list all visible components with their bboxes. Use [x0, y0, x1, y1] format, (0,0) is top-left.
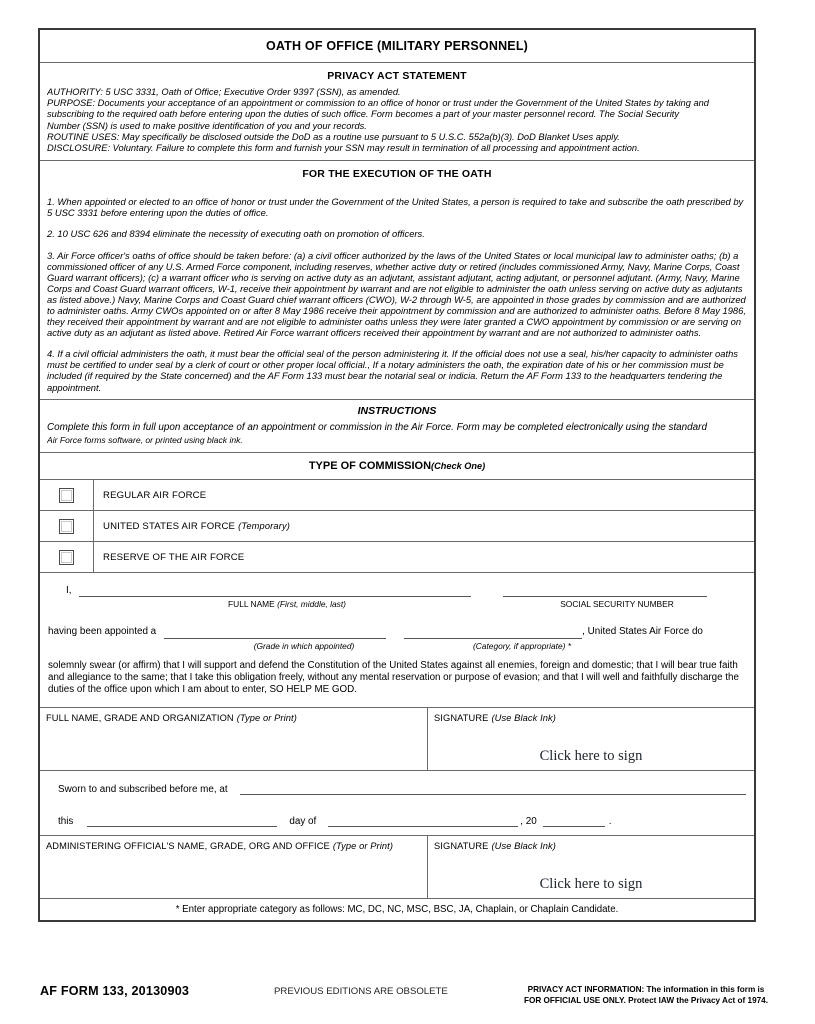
commission-option-label-cell [94, 480, 206, 510]
month-input[interactable] [328, 813, 518, 827]
privacy-act-information-line-1: PRIVACY ACT INFORMATION: The information in this form is [527, 985, 765, 994]
oath-name-line [48, 583, 746, 597]
execution-paragraph-3: 3. Air Force officer's oaths of office should be taken before: (a) a civil officer authorized by the laws of the United States or local municipal law to administer oaths; (b) a commissioned officer of any U.S. Armed Force component, including reserves, whether active duty or retired (includes commissioned Army, Navy, Marine Corps, Coast Guard warrant officers); (c) a warrant officer who is serving on active duty as an adjutant, assistant adjutant, acting adjutant, or personnel adjutant. (Army, Navy, Marine Corps and Coast Guard warrant officers, W-1, receive their appointment by warrant and are not eligible to administer the oath unless serving on active duty as adjutants as listed above.) Navy, Marine Corps and Coast Guard chief warrant officers (CWO), W-2 through W-5, are appointed in those grades by commission and are authorized to administer oaths. Army CWOs appointed on or after 8 May 1986 receive their appointment by commission and are authorized to administer oaths. Before 8 May 1986, they received their appointment by warrant and are not eligible to administer oaths unless they were later granted a CWO appointment by commission or are serving on active duty as an adjutant as listed above. Retired Air Force warrant officers received their appointment by warrant and are not authorized to administer oaths. [47, 249, 746, 339]
af-form-number: AF FORM 133, 20130903 [40, 984, 190, 998]
checkbox-cell-regular[interactable] [40, 480, 94, 510]
commission-option-label-cell [94, 511, 290, 541]
privacy-line: PURPOSE: Documents your acceptance of an appointment or commission to an office of honor or trust under the Government of the United States by taking and [47, 98, 709, 109]
commission-option-label: UNITED STATES AIR FORCE [103, 520, 236, 532]
official-name-grade-org-cell[interactable] [40, 836, 428, 898]
check-one-note: (Check One) [431, 461, 486, 472]
member-name-grade-org-label-note: (Type or Print) [236, 712, 297, 723]
checkbox-cell-reserve[interactable] [40, 542, 94, 572]
execution-paragraph-2: 2. 10 USC 626 and 8394 eliminate the necessity of executing oath on promotion of officers. [47, 228, 425, 240]
period-label: . [608, 815, 612, 827]
execution-of-oath-section [40, 161, 754, 399]
sworn-subscribed-block [40, 771, 754, 836]
commission-option-row[interactable] [40, 542, 754, 573]
af-form-133 [38, 28, 756, 922]
grade-input[interactable] [164, 625, 386, 639]
member-signature-label-note: (Use Black Ink) [491, 712, 556, 723]
instructions-line-1: Complete this form in full upon acceptance of an appointment or commission in the Air Force. Form may be completed electronically using the standard [47, 421, 707, 433]
privacy-act-heading: PRIVACY ACT STATEMENT [327, 70, 467, 82]
official-signature-cell[interactable] [428, 836, 754, 898]
checkbox-regular-air-force[interactable] [59, 488, 74, 503]
privacy-line: DISCLOSURE: Voluntary. Failure to complete this form and furnish your SSN may result in termination of all processing and appointment action. [47, 143, 640, 154]
oath-swear-text: solemnly swear (or affirm) that I will support and defend the Constitution of the United States against all enemies, foreign and domestic; that I will bear true faith and allegiance to the same; that I take this obligation freely, without any mental reservation or purpose of evasion; and that I will well and faithfully discharge the duties of the office upon which I am about to enter, SO HELP ME GOD. [48, 659, 739, 696]
ssn-input[interactable] [503, 583, 707, 597]
commission-option-row[interactable] [40, 480, 754, 511]
oath-appointment-captions [48, 639, 746, 652]
category-footnote: * Enter appropriate category as follows: MC, DC, NC, MSC, BSC, JA, Chaplain, or Chaplain Candidate. [175, 903, 619, 915]
type-of-commission-heading [40, 453, 754, 479]
sworn-location-input[interactable] [240, 781, 746, 795]
commission-option-note: (Temporary) [238, 521, 291, 532]
member-signature-label [434, 713, 754, 723]
member-signature-cell[interactable] [428, 708, 754, 770]
signature-block-administering-official [40, 836, 754, 899]
ssn-caption: SOCIAL SECURITY NUMBER [560, 599, 674, 610]
checkbox-cell-usaf-temporary[interactable] [40, 511, 94, 541]
type-of-commission-header [40, 453, 754, 480]
category-caption: (Category, if appropriate) * [472, 640, 572, 651]
full-name-caption-text: FULL NAME [228, 599, 275, 610]
commission-option-row[interactable] [40, 511, 754, 542]
privacy-act-information [496, 984, 796, 1006]
execution-body [40, 184, 754, 398]
checkbox-united-states-air-force-temporary[interactable] [59, 519, 74, 534]
form-footer [38, 982, 778, 1018]
privacy-act-section [40, 63, 754, 161]
member-click-here-to-sign[interactable]: Click here to sign [539, 747, 643, 764]
instructions-heading: INSTRUCTIONS [357, 404, 437, 417]
full-name-caption-note: (First, middle, last) [277, 599, 346, 610]
appointed-prefix-label: having been appointed a [48, 626, 157, 638]
official-name-grade-org-label [46, 841, 427, 851]
page-title: OATH OF OFFICE (MILITARY PERSONNEL) [265, 39, 529, 53]
grade-caption: (Grade in which appointed) [253, 640, 355, 651]
type-of-commission-label: TYPE OF COMMISSION [308, 460, 432, 473]
execution-paragraph-1: 1. When appointed or elected to an office of honor or trust under the Government of the United States, a person is required to take and subscribe the oath prescribed by 5 USC 3331 before entering upon the duties of office. [47, 196, 744, 219]
oath-fillin-block [40, 573, 754, 706]
sworn-date-line [48, 813, 746, 827]
execution-paragraph-4: 4. If a civil official administers the oath, it must bear the official seal of the person administering it. If the official does not use a seal, his/her capacity to administer oaths must be certified to under seal by a clerk of court or other proper local official., If a notary administers the oath, the expiration date of his or her commission must be included (if required by the State concerned) and the AF Form 133 must bear the notarial seal or indicia. Return the AF Form 133 to the headquarters tendering the appointment. [47, 348, 738, 393]
privacy-line: Number (SSN) is used to make positive identification of you and your records. [47, 120, 367, 131]
privacy-line: AUTHORITY: 5 USC 3331, Oath of Office; Executive Order 9397 (SSN), as amended. [47, 87, 401, 97]
commission-option-label: REGULAR AIR FORCE [103, 489, 207, 501]
instructions-line-2: Air Force forms software, or printed using black ink. [47, 435, 243, 446]
privacy-line: ROUTINE USES: May specifically be disclosed outside the DoD as a routine use pursuant to 5 U.S.C. 552a(b)(3). DoD Blanket Uses apply. [47, 131, 620, 142]
execution-heading: FOR THE EXECUTION OF THE OATH [302, 168, 492, 181]
member-name-grade-org-cell[interactable] [40, 708, 428, 770]
oath-name-captions [48, 597, 746, 610]
official-name-grade-org-label-note: (Type or Print) [332, 840, 394, 851]
instructions-section [40, 400, 754, 454]
privacy-act-information-line-2: FOR OFFICIAL USE ONLY. Protect IAW the Privacy Act of 1974. [523, 996, 768, 1005]
instructions-body [40, 419, 754, 453]
signature-block-member [40, 708, 754, 771]
privacy-line: subscribing to the required oath before entering upon the duties of such office. Form becomes a part of your master personnel record. The Social Security [47, 109, 680, 120]
year-input[interactable] [543, 813, 605, 827]
official-signature-label-note: (Use Black Ink) [491, 840, 556, 851]
full-name-input[interactable] [79, 583, 471, 597]
privacy-act-body [40, 86, 754, 160]
official-signature-label [434, 841, 754, 851]
this-label: this [58, 815, 74, 827]
checkbox-reserve-of-the-air-force[interactable] [59, 550, 74, 565]
member-name-grade-org-label [46, 713, 427, 723]
full-name-caption [91, 598, 483, 610]
category-input[interactable] [404, 625, 582, 639]
type-of-commission-section [40, 453, 754, 573]
comma-twenty-label: , 20 [520, 815, 537, 827]
sworn-prefix-label: Sworn to and subscribed before me, at [58, 783, 228, 795]
commission-option-label-cell [94, 542, 244, 572]
sworn-location-line [48, 781, 746, 795]
previous-editions-obsolete: PREVIOUS EDITIONS ARE OBSOLETE [274, 986, 448, 997]
form-title-band [40, 30, 754, 63]
official-click-here-to-sign[interactable]: Click here to sign [539, 875, 643, 892]
member-name-grade-org-label-text: FULL NAME, GRADE AND ORGANIZATION [46, 712, 234, 723]
official-signature-label-text: SIGNATURE [434, 840, 489, 851]
i-prefix-label: I, [66, 584, 72, 596]
day-input[interactable] [87, 813, 277, 827]
oath-statement-section [40, 573, 754, 707]
appointed-suffix-label: , United States Air Force do [582, 626, 703, 638]
day-of-label: day of [289, 815, 317, 827]
official-name-grade-org-label-text: ADMINISTERING OFFICIAL'S NAME, GRADE, ORG AND OFFICE [46, 840, 330, 851]
member-signature-label-text: SIGNATURE [434, 712, 489, 723]
oath-appointment-line [48, 611, 746, 639]
commission-option-label: RESERVE OF THE AIR FORCE [103, 551, 245, 563]
